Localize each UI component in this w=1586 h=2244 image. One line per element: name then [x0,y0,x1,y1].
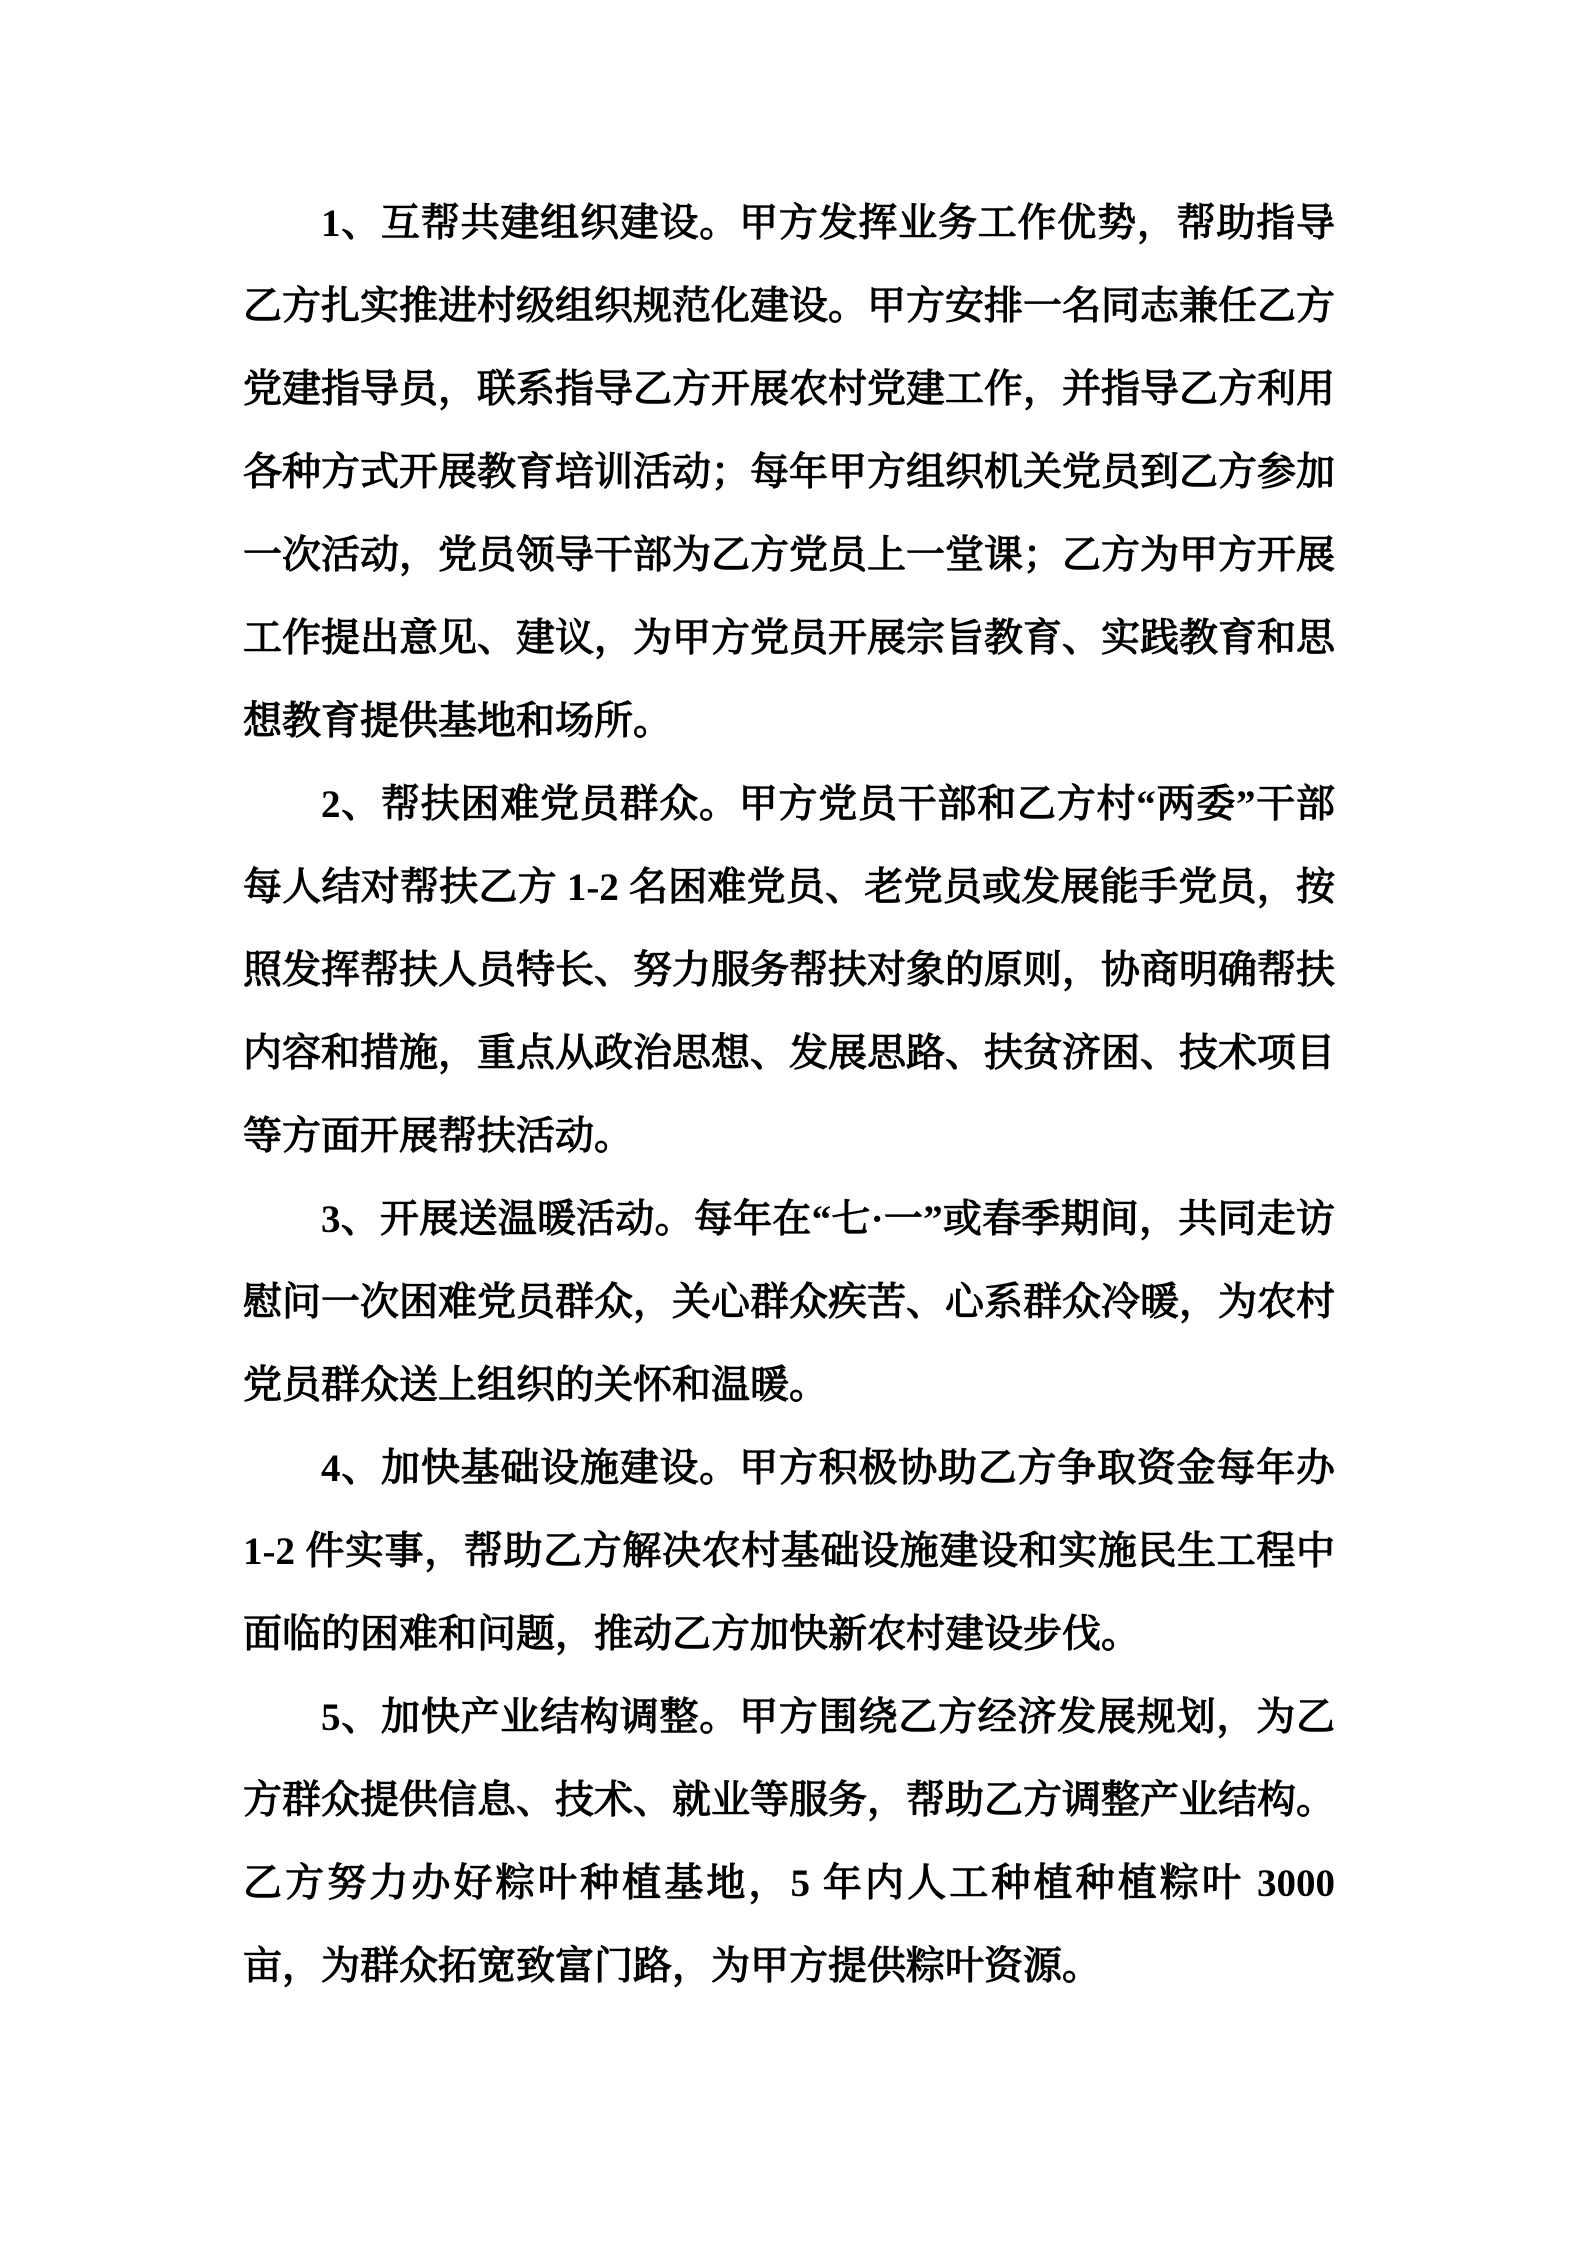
paragraph-3-warmth-delivery-activity: 3、开展送温暖活动。每年在“七·一”或春季期间，共同走访慰问一次困难党员群众，关心群众疾苦、心系群众冷暖，为农村党员群众送上组织的关怀和温暖。 [243,1198,1336,1407]
paragraph-1-mutual-organization-building: 1、互帮共建组织建设。甲方发挥业务工作优势，帮助指导乙方扎实推进村级组织规范化建设。甲方安排一名同志兼任乙方党建指导员，联系指导乙方开展农村党建工作，并指导乙方利用各种方式开展教育培训活动；每年甲方组织机关党员到乙方参加一次活动，党员领导干部为乙方党员上一堂课；乙方为甲方开展工作提出意见、建议，为甲方党员开展宗旨教育、实践教育和思想教育提供基地和场所。 [243,202,1336,743]
paragraph-2-assist-needy-party-members: 2、帮扶困难党员群众。甲方党员干部和乙方村“两委”干部每人结对帮扶乙方 1-2 名困难党员、老党员或发展能手党员，按照发挥帮扶人员特长、努力服务帮扶对象的原则，协商明确帮扶内容和措施，重点从政治思想、发展思路、扶贫济困、技术项目等方面开展帮扶活动。 [243,783,1336,1158]
paragraph-5-industry-structure-adjustment: 5、加快产业结构调整。甲方围绕乙方经济发展规划，为乙方群众提供信息、技术、就业等服务，帮助乙方调整产业结构。乙方努力办好粽叶种植基地，5 年内人工种植种植粽叶 3000 亩，为群众拓宽致富门路，为甲方提供粽叶资源。 [243,1696,1336,1988]
paragraph-4-infrastructure-construction: 4、加快基础设施建设。甲方积极协助乙方争取资金每年办 1-2 件实事，帮助乙方解决农村基础设施建设和实施民生工程中面临的困难和问题，推动乙方加快新农村建设步伐。 [243,1447,1335,1656]
